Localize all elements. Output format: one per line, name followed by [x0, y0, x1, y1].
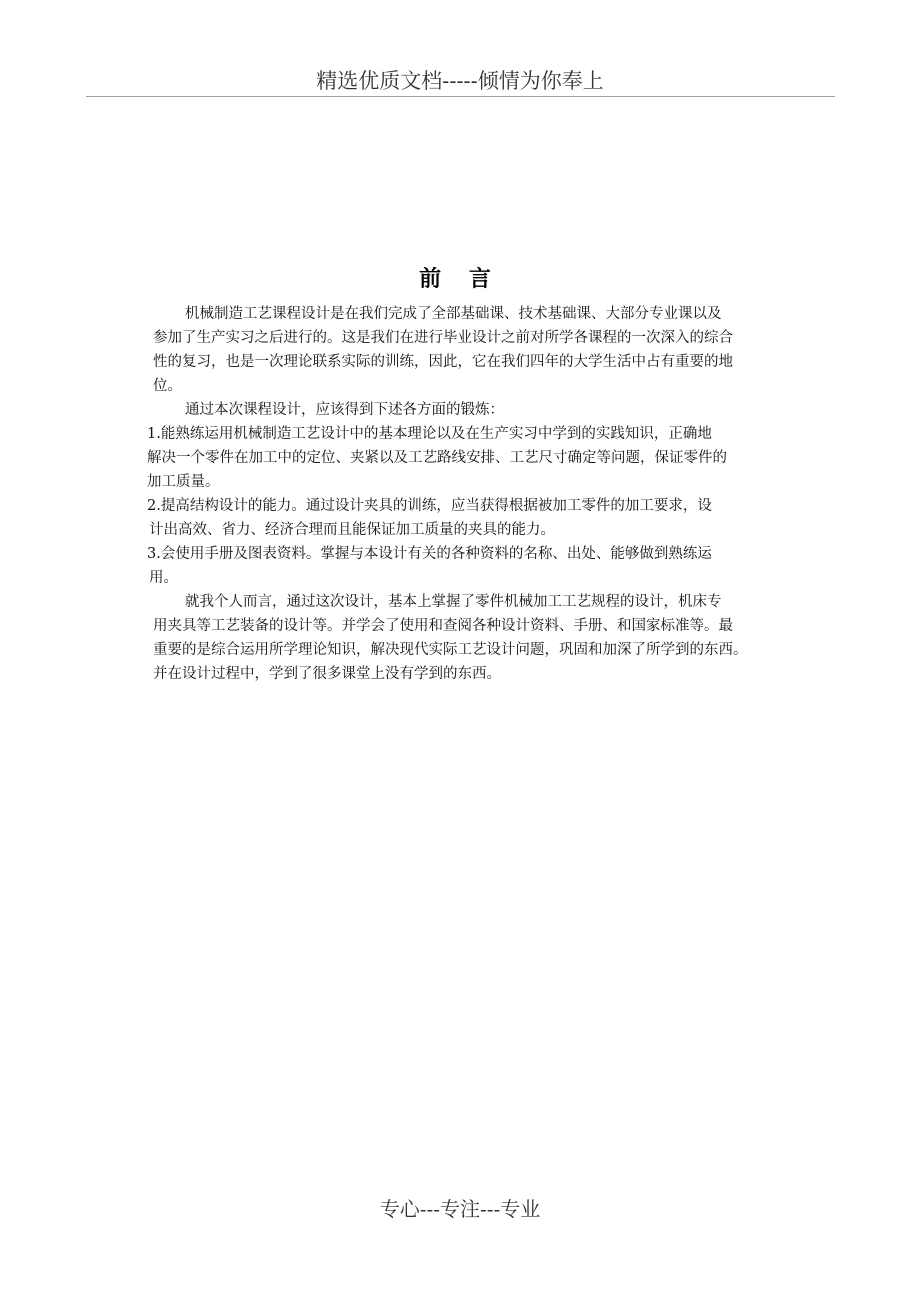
- document-title: 前 言: [419, 266, 501, 292]
- list-item-line: 1.能熟练运用机械制造工艺设计中的基本理论以及在生产实习中学到的实践知识，正确地: [147, 426, 712, 442]
- page-header: 精选优质文档-----倾情为你奉上: [316, 69, 604, 93]
- paragraph-line: 用夹具等工艺装备的设计等。并学会了使用和查阅各种设计资料、手册、和国家标准等。最: [153, 618, 733, 634]
- list-item-line: 解决一个零件在加工中的定位、夹紧以及工艺路线安排、工艺尺寸确定等问题，保证零件的: [147, 450, 727, 466]
- list-item-line: 计出高效、省力、经济合理而且能保证加工质量的夹具的能力。: [149, 522, 555, 538]
- paragraph-line: 重要的是综合运用所学理论知识，解决现代实际工艺设计问题，巩固和加深了所学到的东西。: [153, 642, 748, 658]
- list-item-line: 加工质量。: [147, 474, 220, 490]
- list-item-3: [147, 542, 813, 590]
- paragraph-line: 就我个人而言，通过这次设计，基本上掌握了零件机械加工工艺规程的设计，机床专: [185, 594, 722, 610]
- paragraph-intro: [153, 302, 813, 398]
- paragraph-conclusion: [153, 590, 813, 686]
- page-footer: 专心---专注---专业: [379, 1197, 541, 1221]
- document-body: [147, 302, 813, 686]
- paragraph-line: 并在设计过程中，学到了很多课堂上没有学到的东西。: [153, 666, 501, 682]
- paragraph-line: 位。: [153, 378, 182, 394]
- paragraph-line: 通过本次课程设计，应该得到下述各方面的锻炼：: [185, 402, 504, 418]
- list-item-line: 用。: [149, 570, 178, 586]
- paragraph-line: 机械制造工艺课程设计是在我们完成了全部基础课、技术基础课、大部分专业课以及: [185, 306, 722, 322]
- paragraph-line: 参加了生产实习之后进行的。这是我们在进行毕业设计之前对所学各课程的一次深入的综合: [153, 330, 733, 346]
- paragraph-line: 性的复习，也是一次理论联系实际的训练，因此，它在我们四年的大学生活中占有重要的地: [153, 354, 733, 370]
- list-item-2: [147, 494, 813, 542]
- list-item-line: 2.提高结构设计的能力。通过设计夹具的训练，应当获得根据被加工零件的加工要求，设: [147, 498, 712, 514]
- header-divider: [86, 96, 835, 97]
- list-item-line: 3.会使用手册及图表资料。掌握与本设计有关的各种资料的名称、出处、能够做到熟练运: [147, 546, 712, 562]
- list-item-1: [147, 422, 813, 494]
- paragraph-goals-lead: [153, 398, 813, 422]
